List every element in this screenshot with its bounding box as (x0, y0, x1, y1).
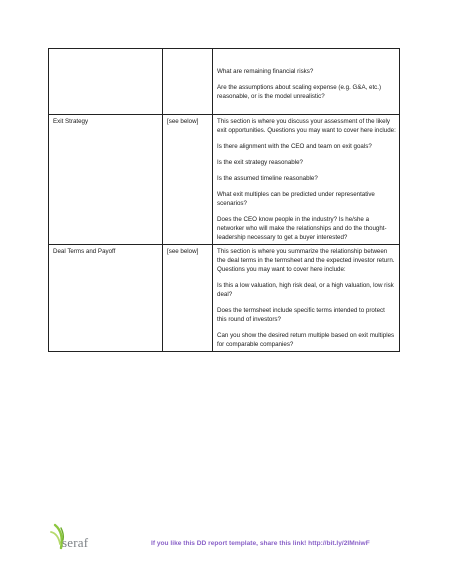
paragraph: Is the assumed timeline reasonable? (217, 175, 318, 182)
row-body (213, 115, 400, 245)
paragraph: Is there alignment with the CEO and team on exit goals? (217, 143, 372, 150)
paragraph: What exit multiples can be predicted under representative scenarios? (217, 191, 375, 207)
paragraph: Is the exit strategy reasonable? (217, 159, 303, 166)
paragraph: Can you show the desired return multiple based on exit multiples for comparable companies? (217, 332, 395, 348)
table-row-exit-strategy (49, 115, 400, 245)
row-label: Deal Terms and Payoff (49, 245, 163, 352)
row-rating: [see below] (163, 245, 213, 352)
due-diligence-table (48, 48, 400, 352)
row-body (213, 49, 400, 115)
page-footer (0, 518, 450, 558)
paragraph: Are the assumptions about scaling expense (e.g. G&A, etc.) reasonable, or is the model unrealistic? (217, 84, 382, 100)
row-label (49, 49, 163, 115)
share-link[interactable]: If you like this DD report template, share this link! http://bit.ly/2lMniwF (151, 540, 370, 547)
seraf-logo-text: seraf (62, 535, 89, 550)
paragraph: Is this a low valuation, high risk deal, or a high valuation, low risk deal? (217, 282, 394, 298)
row-rating: [see below] (163, 115, 213, 245)
row-label: Exit Strategy (49, 115, 163, 245)
row-body (213, 245, 400, 352)
paragraph: This section is where you summarize the relationship between the deal terms in the termsheet and the expected investor return. Questions you may want to cover here include: (217, 248, 395, 273)
paragraph: This section is where you discuss your assessment of the likely exit opportunities. Questions you may want to cover here include: (217, 118, 396, 134)
paragraph: Does the CEO know people in the industry? Is he/she a networker who will make the relationships and do the thought-leadership necessary to get a buyer interested? (217, 216, 387, 241)
paragraph: Does the termsheet include specific terms intended to protect this round of investors? (217, 307, 385, 323)
row-rating (163, 49, 213, 115)
table-row-deal-terms (49, 245, 400, 352)
table-row-financial-risks (49, 49, 400, 115)
paragraph: What are remaining financial risks? (217, 68, 314, 75)
